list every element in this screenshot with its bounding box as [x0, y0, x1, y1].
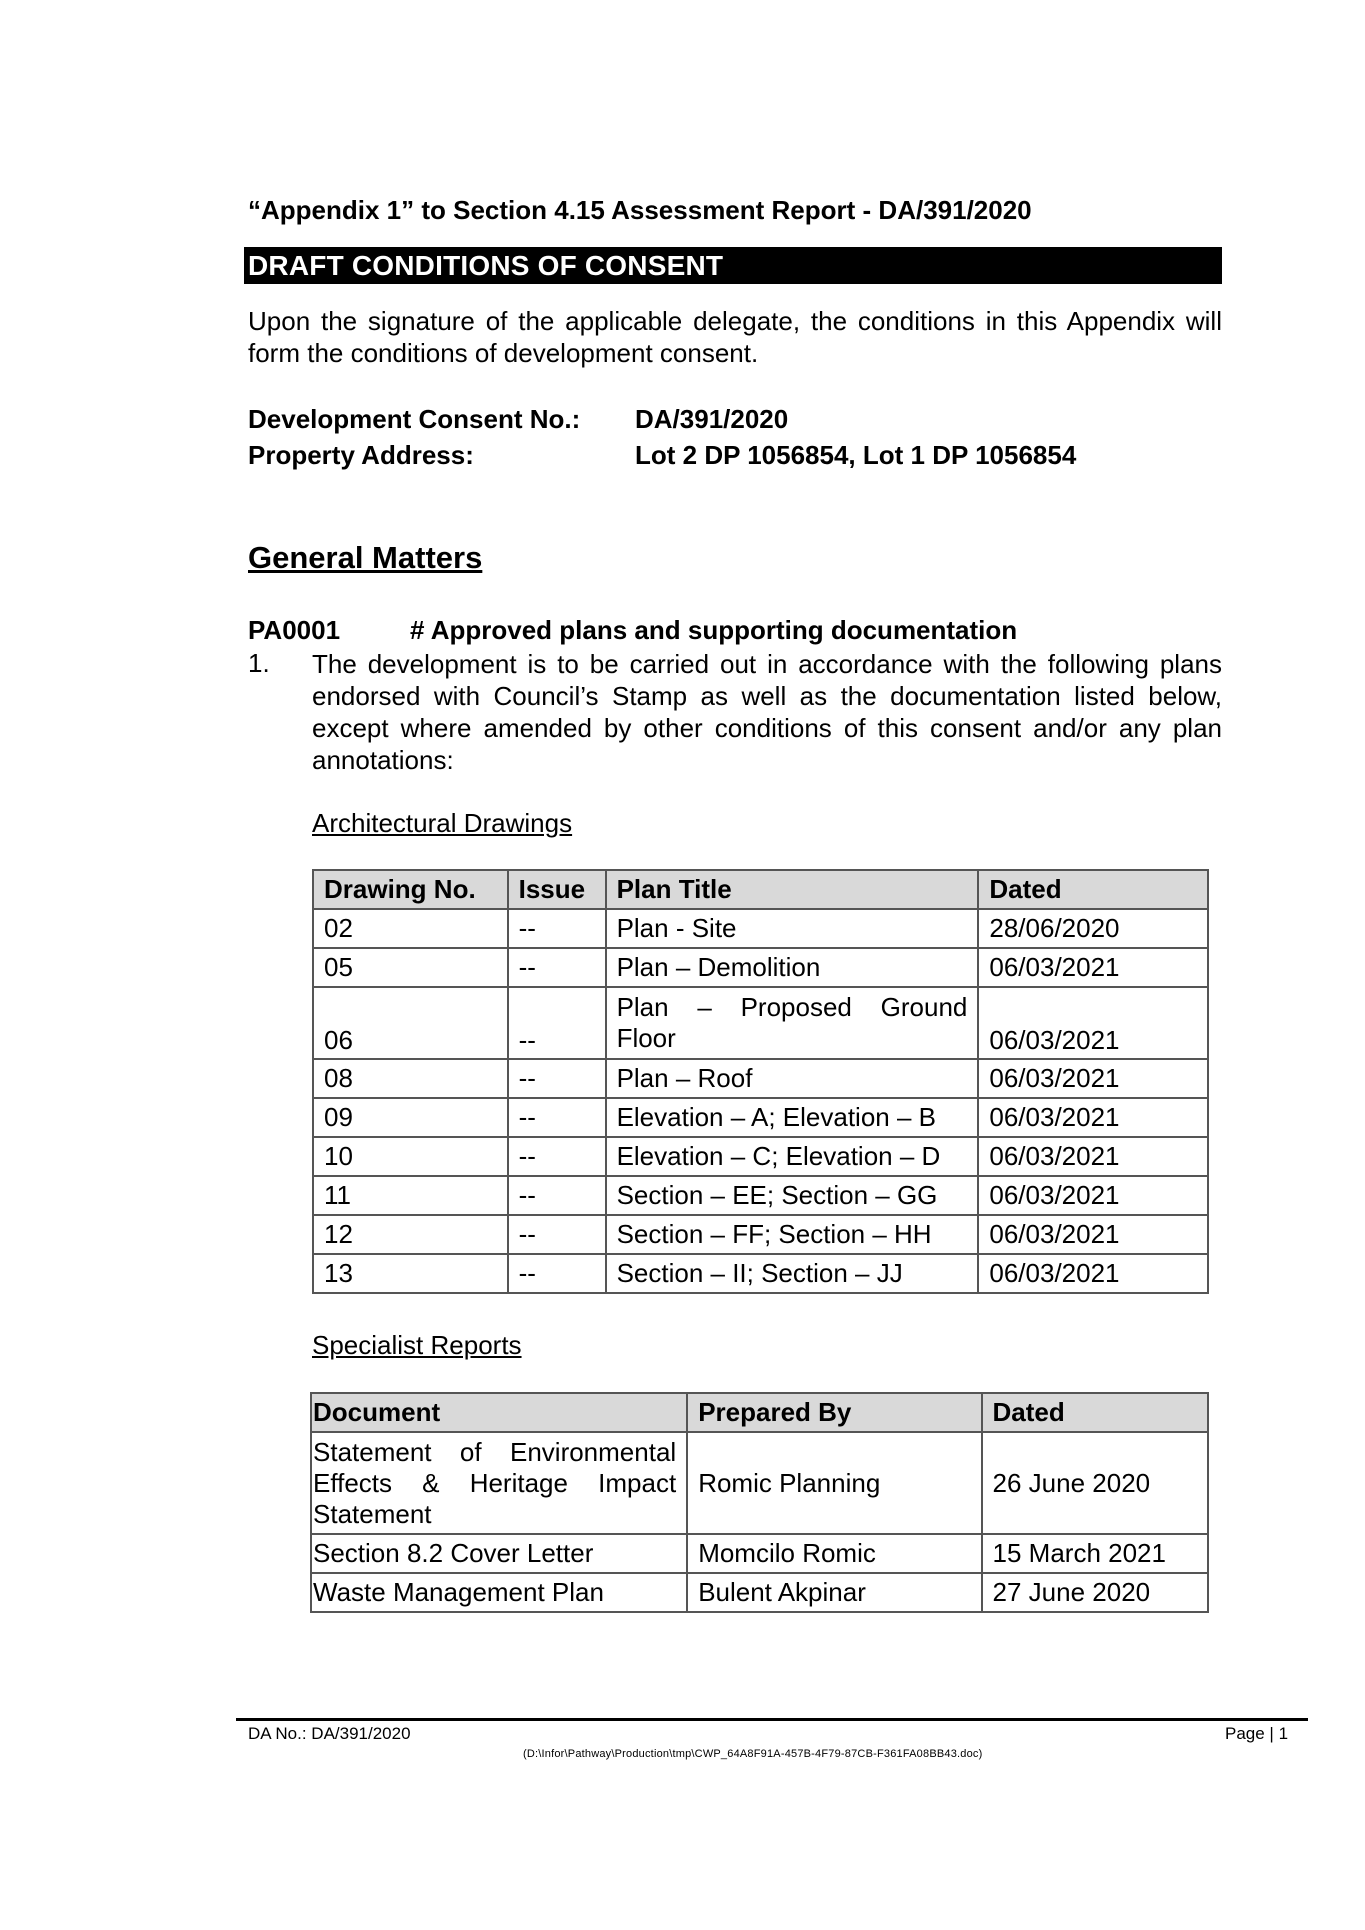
- draft-conditions-banner: DRAFT CONDITIONS OF CONSENT: [244, 247, 1222, 284]
- table-row: [313, 1254, 1208, 1293]
- table-cell: Plan – Proposed Ground Floor: [606, 987, 979, 1059]
- table-cell: 06/03/2021: [978, 1059, 1208, 1098]
- condition-text: The development is to be carried out in accordance with the following plans endorsed with Council’s Stamp as well as the documentation listed below, except where amended by other conditions of this consent and/or any plan annotations:: [312, 649, 1222, 775]
- table-cell: Plan – Demolition: [606, 948, 979, 987]
- table-cell: 09: [313, 1098, 508, 1137]
- table-cell: 27 June 2020: [982, 1573, 1208, 1612]
- table-cell: --: [508, 1137, 606, 1176]
- table-cell: 06/03/2021: [978, 1176, 1208, 1215]
- table-cell: --: [508, 909, 606, 948]
- architectural-drawings-heading: Architectural Drawings: [312, 808, 573, 838]
- table-cell: 10: [313, 1137, 508, 1176]
- table-cell: Section 8.2 Cover Letter: [311, 1534, 687, 1573]
- condition-number: 1.: [248, 648, 270, 678]
- table-cell: --: [508, 948, 606, 987]
- property-address-label: Property Address:: [248, 440, 474, 470]
- table-cell: 15 March 2021: [982, 1534, 1208, 1573]
- column-header: Issue: [508, 870, 606, 909]
- table-cell: --: [508, 987, 606, 1059]
- table-cell: 13: [313, 1254, 508, 1293]
- table-cell: Momcilo Romic: [687, 1534, 981, 1573]
- table-cell: --: [508, 1059, 606, 1098]
- column-header: Dated: [982, 1393, 1208, 1432]
- table-row: [311, 1432, 1208, 1534]
- property-address-value: Lot 2 DP 1056854, Lot 1 DP 1056854: [635, 440, 1077, 470]
- table-cell: 26 June 2020: [982, 1432, 1208, 1534]
- consent-number-value: DA/391/2020: [635, 404, 789, 434]
- table-row: [313, 1176, 1208, 1215]
- table-cell: 02: [313, 909, 508, 948]
- table-cell: 12: [313, 1215, 508, 1254]
- specialist-reports-table: [310, 1392, 1209, 1613]
- table-cell: 06/03/2021: [978, 1098, 1208, 1137]
- column-header: Document: [311, 1393, 687, 1432]
- table-cell: --: [508, 1254, 606, 1293]
- table-row: [313, 1137, 1208, 1176]
- footer-page-number: Page | 1: [1225, 1724, 1289, 1743]
- column-header: Drawing No.: [313, 870, 508, 909]
- table-cell: 06/03/2021: [978, 1215, 1208, 1254]
- table-header-row: [313, 870, 1208, 909]
- table-cell: --: [508, 1215, 606, 1254]
- table-cell: Elevation – C; Elevation – D: [606, 1137, 979, 1176]
- table-cell: 06: [313, 987, 508, 1059]
- table-cell: Waste Management Plan: [311, 1573, 687, 1612]
- architectural-drawings-table: [312, 869, 1209, 1294]
- table-cell: --: [508, 1098, 606, 1137]
- table-row: [313, 1215, 1208, 1254]
- table-cell: Plan – Roof: [606, 1059, 979, 1098]
- footer-da-number: DA No.: DA/391/2020: [248, 1724, 411, 1743]
- condition-code: PA0001: [248, 615, 341, 645]
- table-cell: Section – II; Section – JJ: [606, 1254, 979, 1293]
- table-cell: 05: [313, 948, 508, 987]
- table-header-row: [311, 1393, 1208, 1432]
- table-row: [311, 1534, 1208, 1573]
- table-cell: 06/03/2021: [978, 1137, 1208, 1176]
- table-row: [311, 1573, 1208, 1612]
- column-header: Plan Title: [606, 870, 979, 909]
- consent-number-label: Development Consent No.:: [248, 404, 581, 434]
- table-cell: 06/03/2021: [978, 1254, 1208, 1293]
- table-cell: 08: [313, 1059, 508, 1098]
- table-cell: Section – EE; Section – GG: [606, 1176, 979, 1215]
- table-row: [313, 987, 1208, 1059]
- table-row: [313, 1098, 1208, 1137]
- table-cell: 06/03/2021: [978, 987, 1208, 1059]
- table-cell: 06/03/2021: [978, 948, 1208, 987]
- table-cell: Statement of Environmental Effects & Heritage Impact Statement: [311, 1432, 687, 1534]
- table-row: [313, 948, 1208, 987]
- table-cell: Bulent Akpinar: [687, 1573, 981, 1612]
- table-row: [313, 909, 1208, 948]
- specialist-reports-heading: Specialist Reports: [312, 1330, 522, 1360]
- table-cell: --: [508, 1176, 606, 1215]
- table-cell: Romic Planning: [687, 1432, 981, 1534]
- table-row: [313, 1059, 1208, 1098]
- table-cell: Elevation – A; Elevation – B: [606, 1098, 979, 1137]
- appendix-title: “Appendix 1” to Section 4.15 Assessment Report - DA/391/2020: [248, 195, 1032, 225]
- table-cell: Plan - Site: [606, 909, 979, 948]
- column-header: Prepared By: [687, 1393, 981, 1432]
- table-cell: 11: [313, 1176, 508, 1215]
- condition-title: # Approved plans and supporting documentation: [410, 615, 1018, 645]
- table-cell: Section – FF; Section – HH: [606, 1215, 979, 1254]
- table-cell: 28/06/2020: [978, 909, 1208, 948]
- column-header: Dated: [978, 870, 1208, 909]
- footer-divider: [236, 1718, 1308, 1721]
- intro-paragraph: Upon the signature of the applicable delegate, the conditions in this Appendix will form the conditions of development consent.: [248, 306, 1222, 368]
- footer-file-path: (D:\Infor\Pathway\Production\tmp\CWP_64A8F91A-457B-4F79-87CB-F361FA08BB43.doc): [523, 1748, 983, 1760]
- section-heading: General Matters: [248, 540, 483, 575]
